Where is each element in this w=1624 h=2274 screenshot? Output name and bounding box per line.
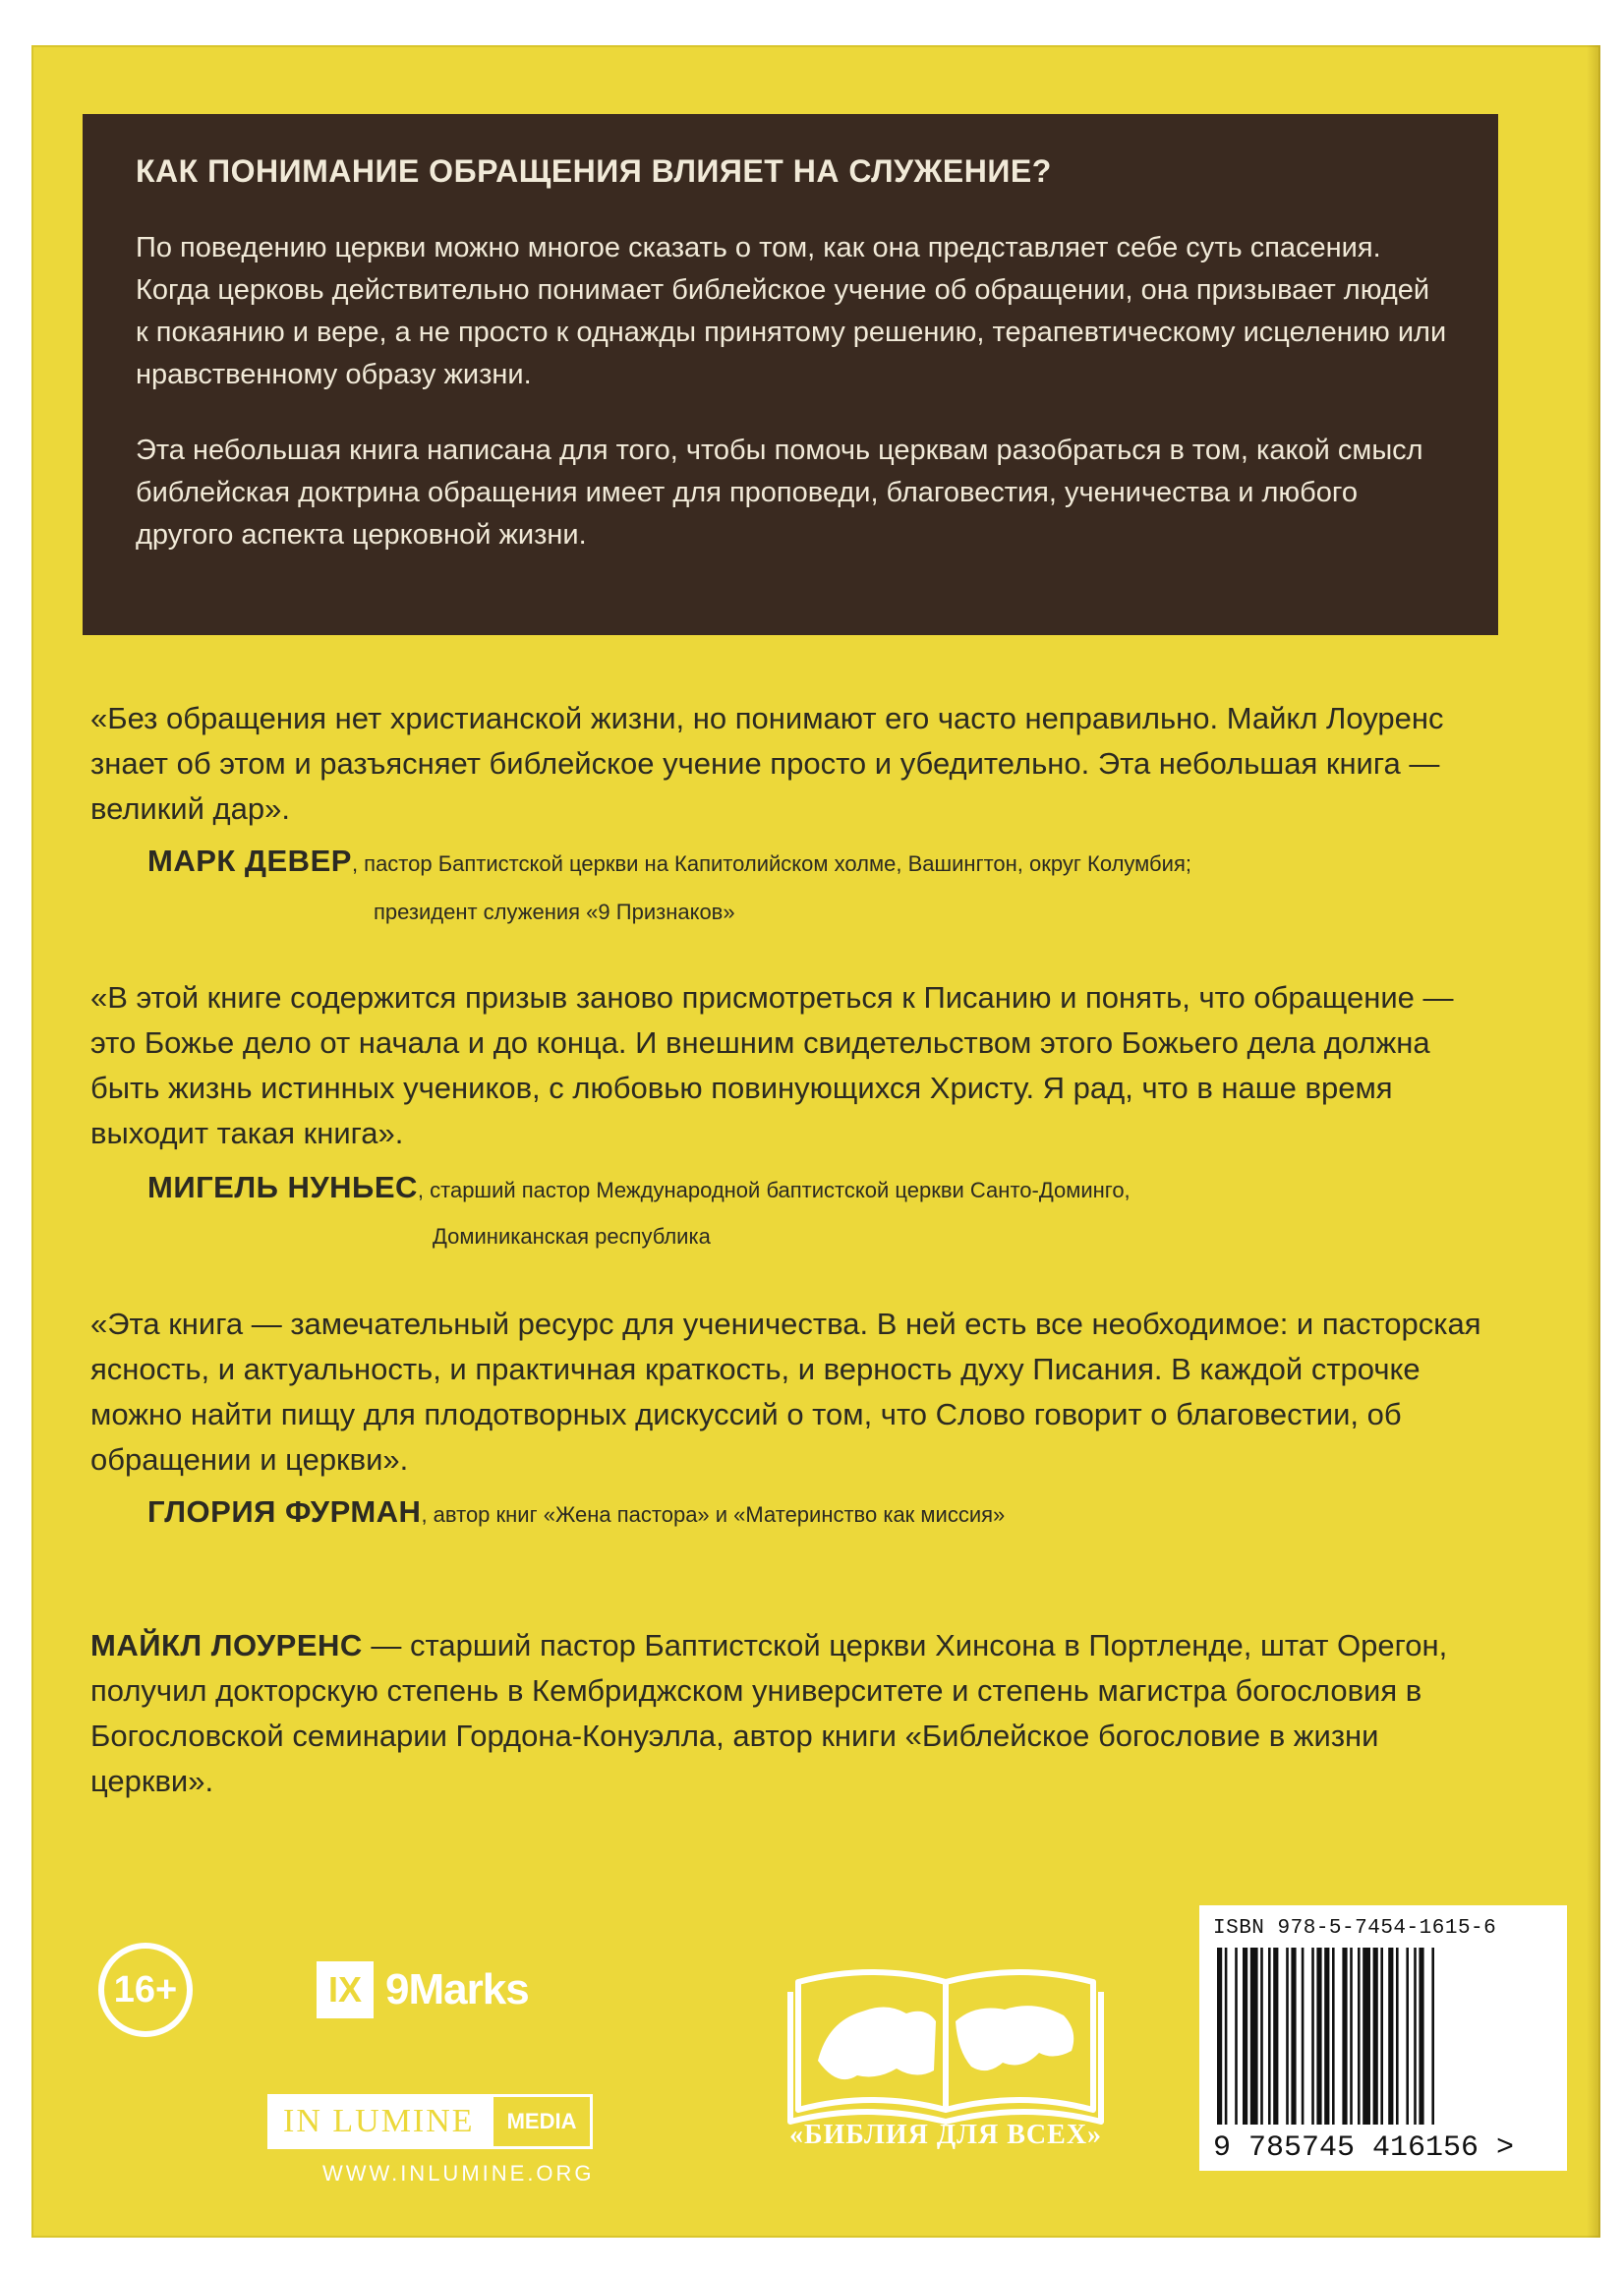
endorser-name: ГЛОРИЯ ФУРМАН — [147, 1494, 422, 1529]
age-rating-badge: 16+ — [98, 1943, 193, 2037]
barcode-bar — [1406, 1948, 1409, 2125]
barcode-bar — [1260, 1948, 1263, 2125]
barcode-bar — [1358, 1948, 1361, 2125]
endorser-name: МАРК ДЕВЕР — [147, 844, 352, 878]
barcode-bar — [1431, 1948, 1434, 2125]
barcode-bar — [1380, 1948, 1383, 2125]
endorsement-attribution — [147, 1170, 1131, 1210]
barcode-bar — [1332, 1948, 1335, 2125]
barcode-bar — [1363, 1948, 1370, 2125]
summary-title: КАК ПОНИМАНИЕ ОБРАЩЕНИЯ ВЛИЯЕТ НА СЛУЖЕНИЕ? — [136, 153, 1052, 189]
endorser-description: , старший пастор Международной баптистской церкви Санто-Доминго, — [417, 1178, 1131, 1202]
barcode-bar — [1291, 1948, 1296, 2125]
barcode-bar — [1250, 1948, 1258, 2125]
barcode-bars-icon — [1213, 1948, 1553, 2125]
endorsement-quote: «В этой книге содержится призыв заново присмотреться к Писанию и понять, что обращение — это Божье дело от начала и до конца. И внешним свидетельством этого Божьего дела должна быть жизнь истинных учеников, с любовью повинующихся Христу. Я рад, что в наше время выходит такая книга». — [90, 980, 1454, 1150]
endorser-description: , автор книг «Жена пастора» и «Материнство как миссия» — [421, 1502, 1006, 1527]
barcode-bar — [1286, 1948, 1289, 2125]
barcode-bar — [1342, 1948, 1347, 2125]
endorsement-attribution-line2 — [374, 893, 735, 932]
inlumine-wordmark: IN LUMINE — [267, 2094, 491, 2149]
endorsement-quote: «Эта книга — замечательный ресурс для ученичества. В ней есть все необходимое: и пасторская ясность, и актуальность, и практичная краткость, и верность духу Писания. В каждой строчке можно найти пищу для плодотворных дискуссий о том, что Слово говорит о благовестии, об обращении и церкви». — [90, 1307, 1481, 1477]
ix-icon: IX — [317, 1961, 374, 2018]
barcode-digits: 9 785745 416156 > — [1213, 2131, 1515, 2165]
inlumine-url: WWW.INLUMINE.ORG — [322, 2161, 595, 2186]
barcode-bar — [1273, 1948, 1278, 2125]
barcode-bar — [1419, 1948, 1423, 2125]
author-bio-text: — старший пастор Баптистской церкви Хинсона в Портленде, штат Орегон, получил докторскую степень в Кембриджском университете и степень магистра богословия в Богословской семинарии Гордона-Конуэлла, автор книги «Библейское богословие в жизни церкви». — [90, 1628, 1448, 1798]
author-name: МАЙКЛ ЛОУРЕНС — [90, 1628, 363, 1662]
cover-edge-shade — [1587, 45, 1600, 2238]
endorser-description: президент служения «9 Признаков» — [374, 900, 735, 924]
summary-paragraph-1: По поведению церкви можно многое сказать о том, как она представляет себе суть спасения. Когда церковь действительно понимает библейское учение об обращении, она призывает людей к покаянию и вере, а не просто к однажды принятому решению, терапевтическому исцелению или нравственному образу жизни. — [136, 232, 1447, 390]
barcode-bar — [1414, 1948, 1417, 2125]
isbn-number: ISBN 978-5-7454-1615-6 — [1213, 1917, 1497, 1940]
endorsement-attribution — [147, 844, 1191, 884]
barcode-bar — [1268, 1948, 1271, 2125]
barcode-bar — [1324, 1948, 1329, 2125]
barcode-bar — [1316, 1948, 1321, 2125]
endorsement-attribution-line2 — [433, 1217, 711, 1256]
endorsement-quote: «Без обращения нет христианской жизни, но понимают его часто неправильно. Майкл Лоуренс знает об этом и разъясняет библейское учение просто и убедительно. Эта небольшая книга — великий дар». — [90, 701, 1444, 826]
endorser-description: , пастор Баптистской церкви на Капитолийском холме, Вашингтон, округ Колумбия; — [351, 851, 1191, 876]
isbn-barcode — [1199, 1905, 1567, 2171]
endorsement-attribution — [147, 1494, 1005, 1535]
endorser-description: Доминиканская республика — [433, 1224, 711, 1249]
barcode-bar — [1302, 1948, 1305, 2125]
barcode-bar — [1243, 1948, 1247, 2125]
ninemarks-logo — [317, 1960, 529, 2019]
bible-society-caption: «БИБЛИЯ ДЛЯ ВСЕХ» — [788, 2120, 1103, 2150]
barcode-bar — [1388, 1948, 1393, 2125]
author-bio — [90, 1623, 1496, 1804]
barcode-bar — [1396, 1948, 1399, 2125]
endorser-name: МИГЕЛЬ НУНЬЕС — [147, 1170, 418, 1204]
inlumine-media-logo — [267, 2094, 593, 2149]
barcode-bar — [1311, 1948, 1314, 2125]
summary-box — [83, 114, 1498, 635]
ninemarks-wordmark: 9Marks — [385, 1965, 529, 2013]
summary-paragraph-2: Эта небольшая книга написана для того, чтобы помочь церквам разобраться в том, какой смысл библейская доктрина обращения имеет для проповеди, благовестия, ученичества и любого другого аспекта церковной жизни. — [136, 435, 1423, 551]
book-back-cover — [31, 45, 1600, 2238]
barcode-bar — [1225, 1948, 1228, 2125]
barcode-bar — [1235, 1948, 1238, 2125]
barcode-bar — [1217, 1948, 1222, 2125]
barcode-bar — [1373, 1948, 1378, 2125]
barcode-bar — [1350, 1948, 1353, 2125]
inlumine-media-label: MEDIA — [491, 2094, 594, 2149]
